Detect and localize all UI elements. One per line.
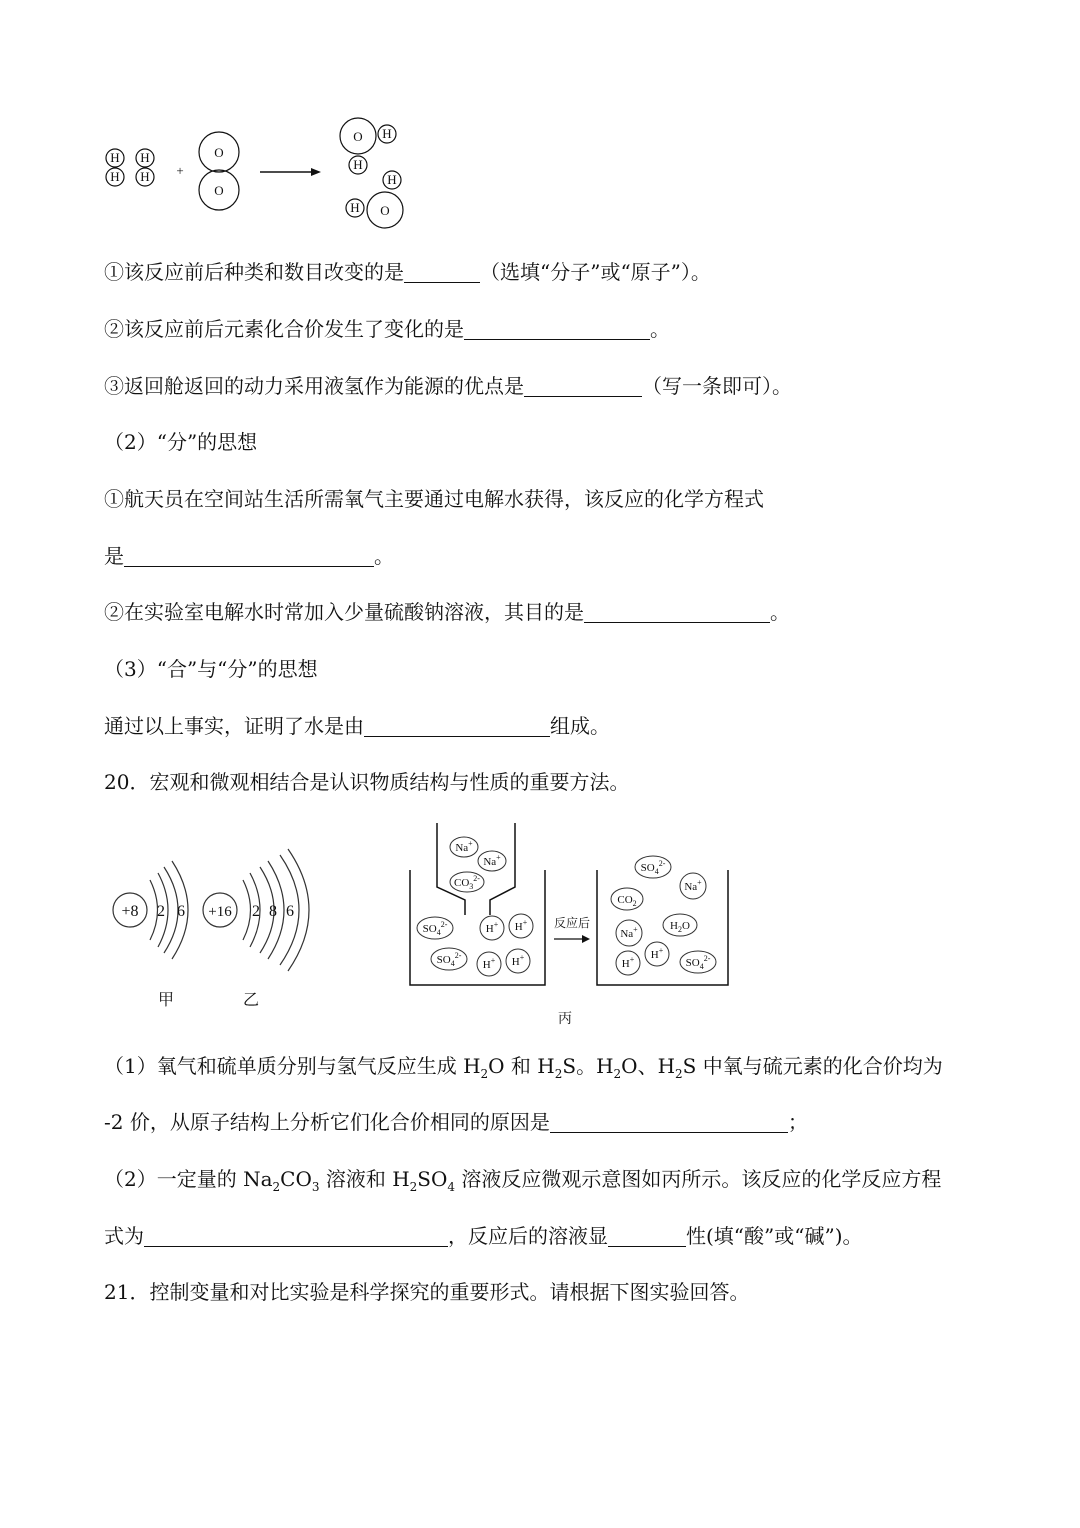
- ion-label: H+: [650, 946, 664, 961]
- q21-title: 21．控制变量和对比实验是科学探究的重要形式。请根据下图实验回答。: [104, 1280, 750, 1304]
- ion-label: Na+: [684, 878, 702, 893]
- h-atom-label: H: [387, 172, 397, 187]
- o-atom-label: O: [380, 203, 390, 218]
- ion-label: $SO_4^{2-}$: [685, 954, 711, 971]
- ion-label: Na+: [620, 925, 638, 940]
- ion-label: H+: [514, 918, 528, 933]
- atom-b-shell: 2: [252, 903, 260, 920]
- label-yi: 乙: [242, 992, 260, 1009]
- q20-part2-line2: 式为 ，反应后的溶液显 性(填“酸”或“碱”)。: [104, 1224, 863, 1248]
- h-atom-label: H: [140, 150, 150, 165]
- q20-figure: [100, 815, 750, 1030]
- molecule-label: $CO_2$: [617, 894, 637, 908]
- atom-b-shell: 8: [269, 903, 277, 920]
- q19-part2-line2: 是 。: [104, 544, 394, 568]
- ion-label: H+: [485, 920, 499, 935]
- q19-part3-line1: 通过以上事实，证明了水是由 组成。: [104, 714, 610, 738]
- h-atom-label: H: [110, 169, 120, 184]
- answer-blank[interactable]: [144, 1226, 448, 1247]
- h-atom-label: H: [353, 157, 363, 172]
- q19-2-line: ②该反应前后元素化合价发生了变化的是 。: [104, 317, 670, 341]
- ion-label: H+: [621, 955, 635, 970]
- ion-label: $CO_3^{2-}$: [454, 874, 480, 891]
- molecule-label: $H_2O$: [670, 920, 690, 934]
- q19-part2-line1: ①航天员在空间站生活所需氧气主要通过电解水获得，该反应的化学方程式: [104, 487, 764, 511]
- after-reaction-label: 反应后: [553, 916, 591, 930]
- q20-part2-line1: （2）一定量的 $Na_2CO_3$ 溶液和 $H_2SO_4$ 溶液反应微观示意图如丙所示。该反应的化学反应方程: [104, 1167, 942, 1194]
- atom-a-shell: 6: [177, 903, 185, 920]
- answer-blank[interactable]: [464, 319, 650, 340]
- plus-sign: +: [176, 163, 184, 178]
- answer-blank[interactable]: [608, 1226, 686, 1247]
- ion-label: Na+: [483, 853, 501, 868]
- q19-1-line: ①该反应前后种类和数目改变的是 （选填“分子”或“原子”）。: [104, 260, 711, 284]
- q19-part2-heading: （2）“分”的思想: [104, 430, 258, 454]
- answer-blank[interactable]: [364, 716, 550, 737]
- q19-part2-line3: ②在实验室电解水时常加入少量硫酸钠溶液，其目的是 。: [104, 600, 790, 624]
- answer-blank[interactable]: [124, 546, 374, 567]
- atom-b-shell: 6: [286, 903, 294, 920]
- atom-a-shell: 2: [157, 903, 165, 920]
- reaction-arrow: [554, 935, 590, 943]
- ion-label: Na+: [455, 839, 473, 854]
- ion-label: $SO_4^{2-}$: [422, 920, 448, 937]
- ion-label: $SO_4^{2-}$: [640, 859, 666, 876]
- ion-label: $SO_4^{2-}$: [436, 951, 462, 968]
- water-synthesis-diagram: [95, 115, 425, 240]
- q20-part1-line2: -2 价，从原子结构上分析它们化合价相同的原因是 ；: [104, 1110, 808, 1134]
- h-atom-label: H: [110, 150, 120, 165]
- label-jia: 甲: [157, 992, 175, 1009]
- answer-blank[interactable]: [550, 1112, 788, 1133]
- answer-blank[interactable]: [524, 376, 642, 397]
- answer-blank[interactable]: [404, 262, 480, 283]
- label-bing: 丙: [558, 1011, 572, 1027]
- atom-b-nucleus: +16: [208, 904, 232, 920]
- answer-blank[interactable]: [584, 602, 770, 623]
- h-atom-label: H: [140, 169, 150, 184]
- q20-title: 20．宏观和微观相结合是认识物质结构与性质的重要方法。: [104, 770, 630, 794]
- atom-a-nucleus: +8: [121, 903, 139, 920]
- reaction-arrow: [260, 168, 321, 176]
- q20-part1-line1: （1）氧气和硫单质分别与氢气反应生成 $H_2O$ 和 $H_2S$。$H_2O$、$H_2S$ 中氧与硫元素的化合价均为: [104, 1054, 943, 1081]
- o-atom-label: O: [214, 145, 224, 160]
- o-atom-label: O: [353, 129, 363, 144]
- o-atom-label: O: [214, 183, 224, 198]
- q19-part3-heading: （3）“合”与“分”的思想: [104, 657, 318, 681]
- ion-label: H+: [482, 956, 496, 971]
- h-atom-label: H: [382, 126, 392, 141]
- q19-3-line: ③返回舱返回的动力采用液氢作为能源的优点是 （写一条即可）。: [104, 374, 792, 398]
- h-atom-label: H: [350, 200, 360, 215]
- ion-label: H+: [511, 953, 525, 968]
